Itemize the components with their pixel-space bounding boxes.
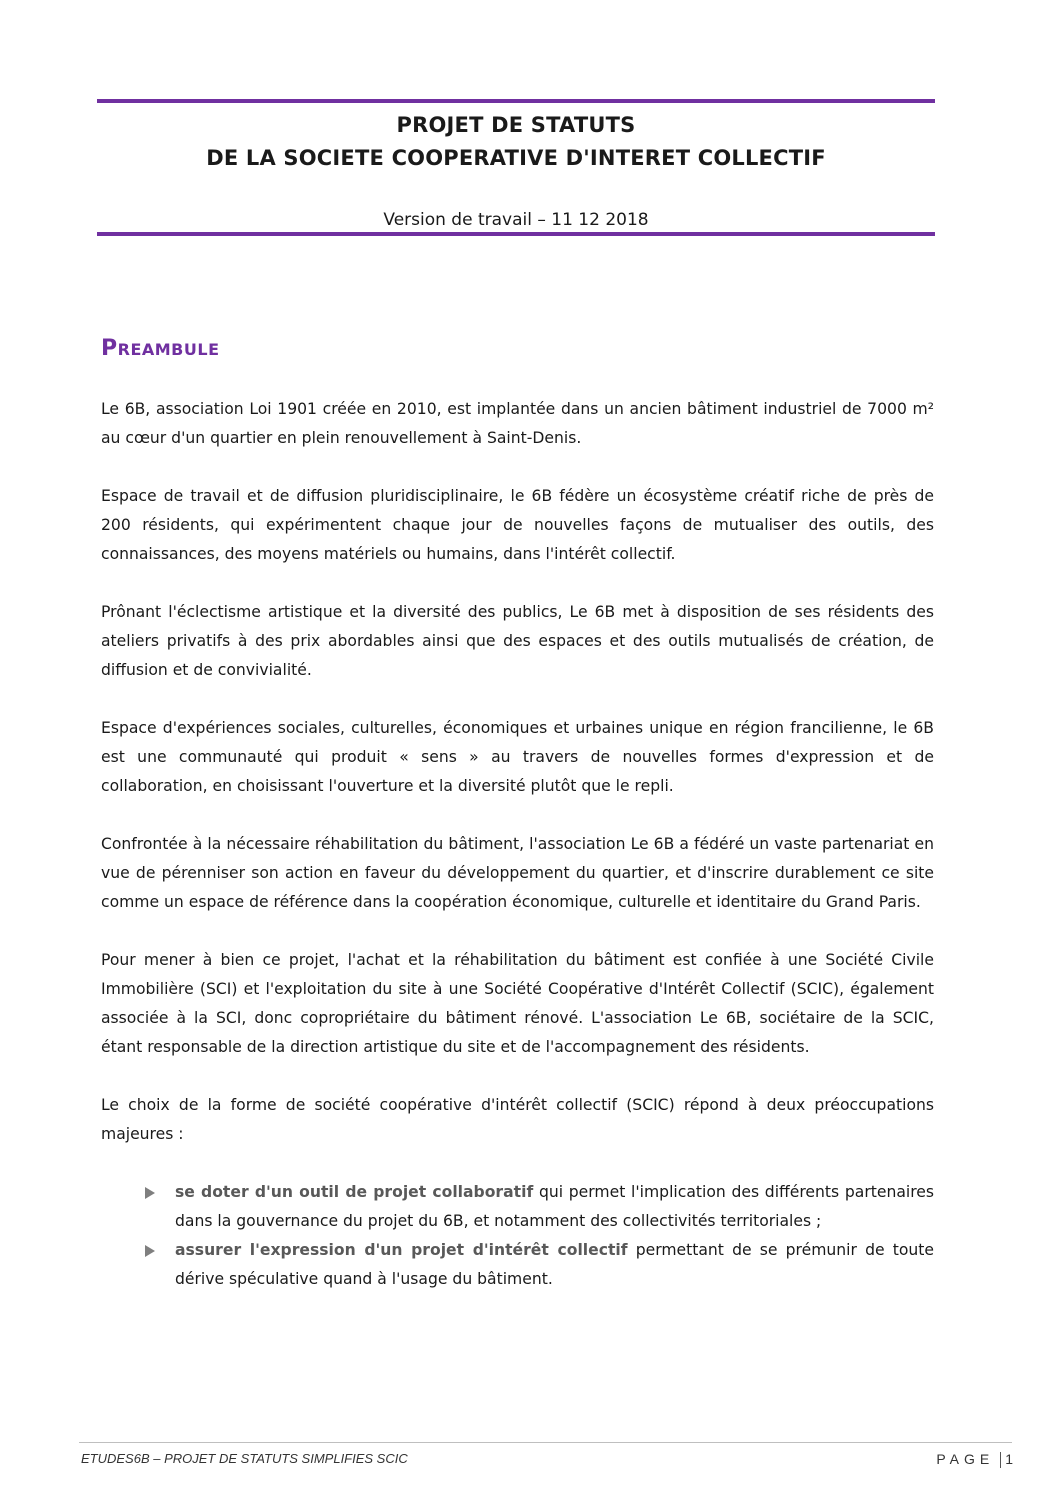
- bullet-list: [101, 1178, 934, 1294]
- title-line-1: PROJET DE STATUTS: [396, 113, 636, 137]
- version-line: Version de travail – 11 12 2018: [383, 210, 649, 230]
- bullet-text: permettant de se prémunir de toute dérive spéculative quand à l'usage du bâtiment.: [175, 1241, 934, 1288]
- paragraph-4: Espace d'expériences sociales, culturelles, économiques et urbaines unique en région francilienne, le 6B est une communauté qui produit « sens » au travers de nouvelles formes d'expression et de collaboration, en choisissant l'ouverture et la diversité plutôt que le repli.: [101, 719, 934, 795]
- paragraph-3: Prônant l'éclectisme artistique et la diversité des publics, Le 6B met à disposition de ses résidents des ateliers privatifs à des prix abordables ainsi que des espaces et des outils mutualisés de création, de diffusion et de convivialité.: [101, 603, 934, 679]
- page-number: 1: [1005, 1451, 1013, 1467]
- bullet-text: qui permet l'implication des différents partenaires dans la gouvernance du projet du 6B, et notamment des collectivités territoriales ;: [175, 1183, 934, 1230]
- page-indicator: [936, 1451, 1013, 1468]
- preamble-heading: [101, 337, 220, 362]
- bullet-highlight: assurer l'expression d'un projet d'intérêt collectif: [175, 1241, 628, 1259]
- paragraph-5: Confrontée à la nécessaire réhabilitation du bâtiment, l'association Le 6B a fédéré un vaste partenariat en vue de pérenniser son action en faveur du développement du quartier, et d'inscrire durablement ce site comme un espace de référence dans la coopération économique, culturelle et identitaire du Grand Paris.: [101, 835, 934, 911]
- preamble-heading-cap: P: [101, 336, 118, 361]
- page-separator: [1000, 1452, 1001, 1468]
- paragraph-1: Le 6B, association Loi 1901 créée en 2010, est implantée dans un ancien bâtiment industriel de 7000 m² au cœur d'un quartier en plein renouvellement à Saint-Denis.: [101, 400, 934, 447]
- preamble-body: [101, 395, 934, 1294]
- paragraph-6: Pour mener à bien ce projet, l'achat et la réhabilitation du bâtiment est confiée à une Société Civile Immobilière (SCI) et l'exploitation du site à une Société Coopérative d'Intérêt Collectif (SCIC), également associée à la SCI, donc copropriétaire du bâtiment rénové. L'association Le 6B, sociétaire de la SCIC, étant responsable de la direction artistique du site et de l'accompagnement des résidents.: [101, 951, 934, 1056]
- list-item: [101, 1178, 934, 1236]
- title-line-2: DE LA SOCIETE COOPERATIVE D'INTERET COLLECTIF: [206, 146, 826, 170]
- preamble-heading-rest: REAMBULE: [117, 340, 220, 359]
- triangle-bullet-icon: [145, 1245, 155, 1257]
- bottom-rule: [97, 232, 935, 236]
- paragraph-2: Espace de travail et de diffusion pluridisciplinaire, le 6B fédère un écosystème créatif riche de près de 200 résidents, qui expérimentent chaque jour de nouvelles façons de mutualiser des outils, des connaissances, des moyens matériels ou humains, dans l'intérêt collectif.: [101, 487, 934, 563]
- triangle-bullet-icon: [145, 1187, 155, 1199]
- document-title: [97, 109, 935, 175]
- bullet-highlight: se doter d'un outil de projet collaboratif: [175, 1183, 534, 1201]
- footer-rule: [79, 1442, 1012, 1443]
- footer-document-label: ETUDES6B – PROJET DE STATUTS SIMPLIFIES SCIC: [81, 1451, 408, 1466]
- page-label: PAGE: [936, 1451, 995, 1467]
- top-rule: [97, 99, 935, 103]
- list-item: [101, 1236, 934, 1294]
- bullets-intro: Le choix de la forme de société coopérative d'intérêt collectif (SCIC) répond à deux préoccupations majeures :: [101, 1096, 934, 1143]
